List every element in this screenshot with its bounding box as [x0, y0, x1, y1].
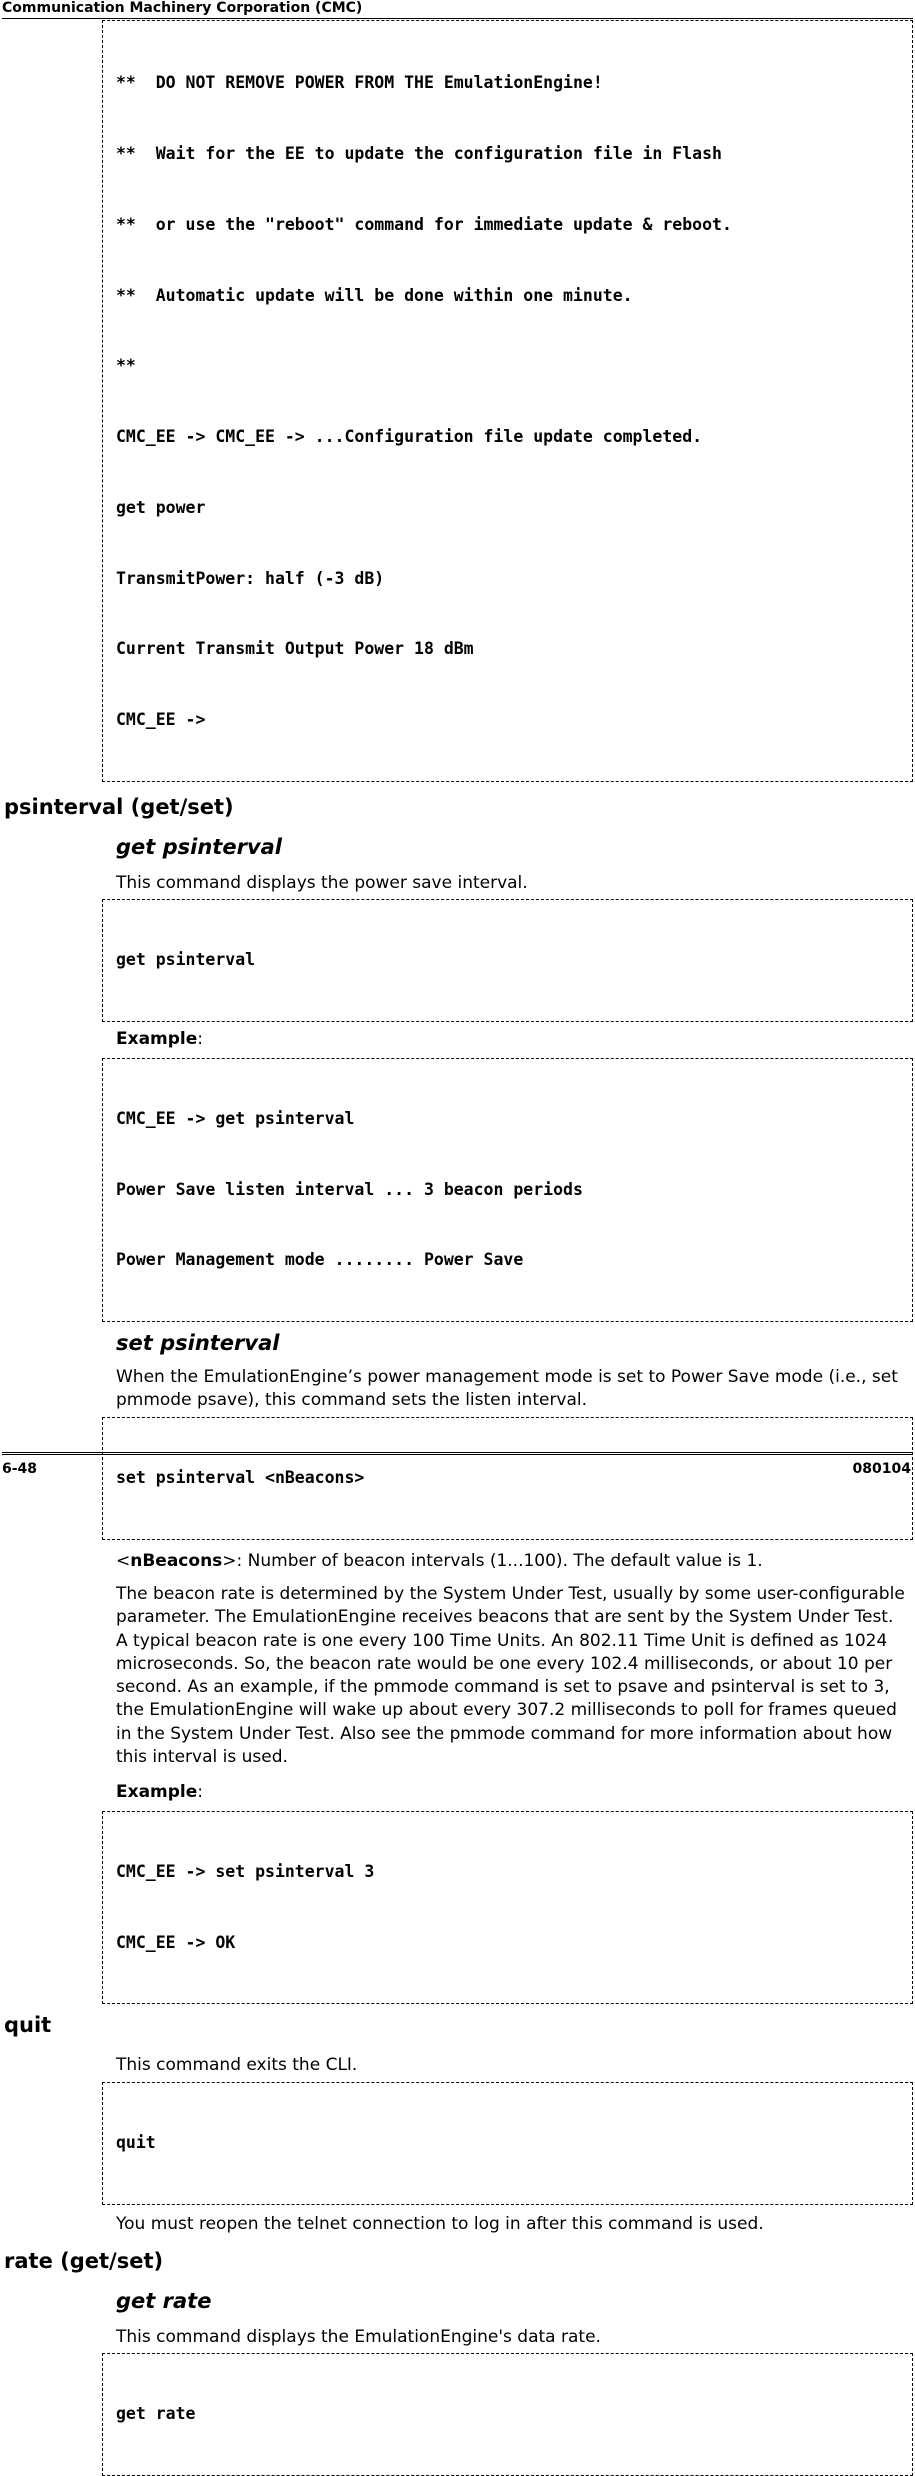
- code-line: Current Transmit Output Power 18 dBm: [116, 639, 474, 659]
- param-name: nBeacons: [130, 1550, 223, 1571]
- code-line: CMC_EE -> get psinterval: [116, 1108, 355, 1128]
- code-set-psinterval-example: [102, 1811, 913, 2005]
- param-nbeacons: <nBeacons>: Number of beacon intervals (1...100). The default value is 1.: [116, 1550, 763, 1571]
- page-content: [0, 20, 915, 2476]
- section-title-quit: quit: [4, 2013, 52, 2038]
- section-title-rate: rate (get/set): [4, 2248, 164, 2273]
- param-desc: : Number of beacon intervals (1...100). The default value is 1.: [236, 1550, 763, 1571]
- code-line: CMC_EE -> set psinterval 3: [116, 1861, 375, 1881]
- set-psinterval-details: The beacon rate is determined by the System Under Test, usually by some user-configurable parameter. The EmulationEngine receives beacons that are sent by the System Under Test. A typical beacon rate is one every 100 Time Units. An 802.11 Time Unit is defined as 1024 microseconds. So, the beacon rate would be one every 102.4 milliseconds, or about 10 per second. As an example, if the pmmode command is set to psave and psinterval is set to 3, the EmulationEngine will wake up about every 307.2 milliseconds to poll for frames queued in the System Under Test. Also see the pmmode command for more information about how this interval is used.: [116, 1583, 905, 1768]
- example-label: Example:: [116, 1029, 204, 1050]
- section-title-psinterval: psinterval (get/set): [4, 795, 234, 819]
- doc-code: 080104: [852, 1461, 911, 1477]
- code-line: get power: [116, 497, 206, 517]
- quit-description: This command exits the CLI.: [116, 2055, 358, 2076]
- example-label-text: Example: [116, 1029, 198, 1050]
- get-rate-description: This command displays the EmulationEngine's data rate.: [116, 2326, 601, 2347]
- code-line: ** or use the "reboot" command for immediate update & reboot.: [116, 214, 732, 234]
- get-psinterval-description: This command displays the power save interval.: [116, 873, 528, 893]
- example-label: Example:: [116, 1782, 204, 1803]
- code-line: ** DO NOT REMOVE POWER FROM THE EmulationEngine!: [116, 73, 603, 93]
- code-line: Power Management mode ........ Power Save: [116, 1250, 524, 1270]
- code-line: Power Save listen interval ... 3 beacon periods: [116, 1179, 583, 1199]
- quit-note: You must reopen the telnet connection to log in after this command is used.: [116, 2213, 764, 2234]
- code-line: CMC_EE ->: [116, 710, 206, 730]
- subsection-set-psinterval: set psinterval: [116, 1331, 280, 1356]
- code-get-rate-syntax: [102, 2353, 913, 2476]
- code-line: quit: [116, 2132, 156, 2152]
- code-get-psinterval-syntax: [102, 899, 913, 1022]
- code-line: set psinterval <nBeacons>: [116, 1467, 365, 1487]
- set-psinterval-description: When the EmulationEngine’s power management mode is set to Power Save mode (i.e., set pmmode psave), this command sets the listen interval.: [116, 1367, 898, 1411]
- code-get-psinterval-example: [102, 1058, 913, 1323]
- code-quit-syntax: [102, 2082, 913, 2205]
- code-line: get rate: [116, 2404, 196, 2424]
- subsection-get-rate: get rate: [116, 2288, 212, 2313]
- subsection-get-psinterval: get psinterval: [116, 835, 283, 859]
- code-line: **: [116, 356, 136, 376]
- code-block-config-update: [102, 20, 913, 782]
- code-line: CMC_EE -> CMC_EE -> ...Configuration file update completed.: [116, 427, 703, 447]
- example-label-text: Example: [116, 1782, 198, 1803]
- running-head: Communication Machinery Corporation (CMC): [2, 0, 913, 19]
- page-number: 6-48: [2, 1461, 38, 1477]
- code-line: ** Automatic update will be done within one minute.: [116, 285, 633, 305]
- code-line: CMC_EE -> OK: [116, 1932, 236, 1952]
- code-line: ** Wait for the EE to update the configuration file in Flash: [116, 143, 722, 163]
- code-line: get psinterval: [116, 950, 256, 970]
- page-footer: [2, 1452, 913, 1481]
- code-line: TransmitPower: half (-3 dB): [116, 568, 385, 588]
